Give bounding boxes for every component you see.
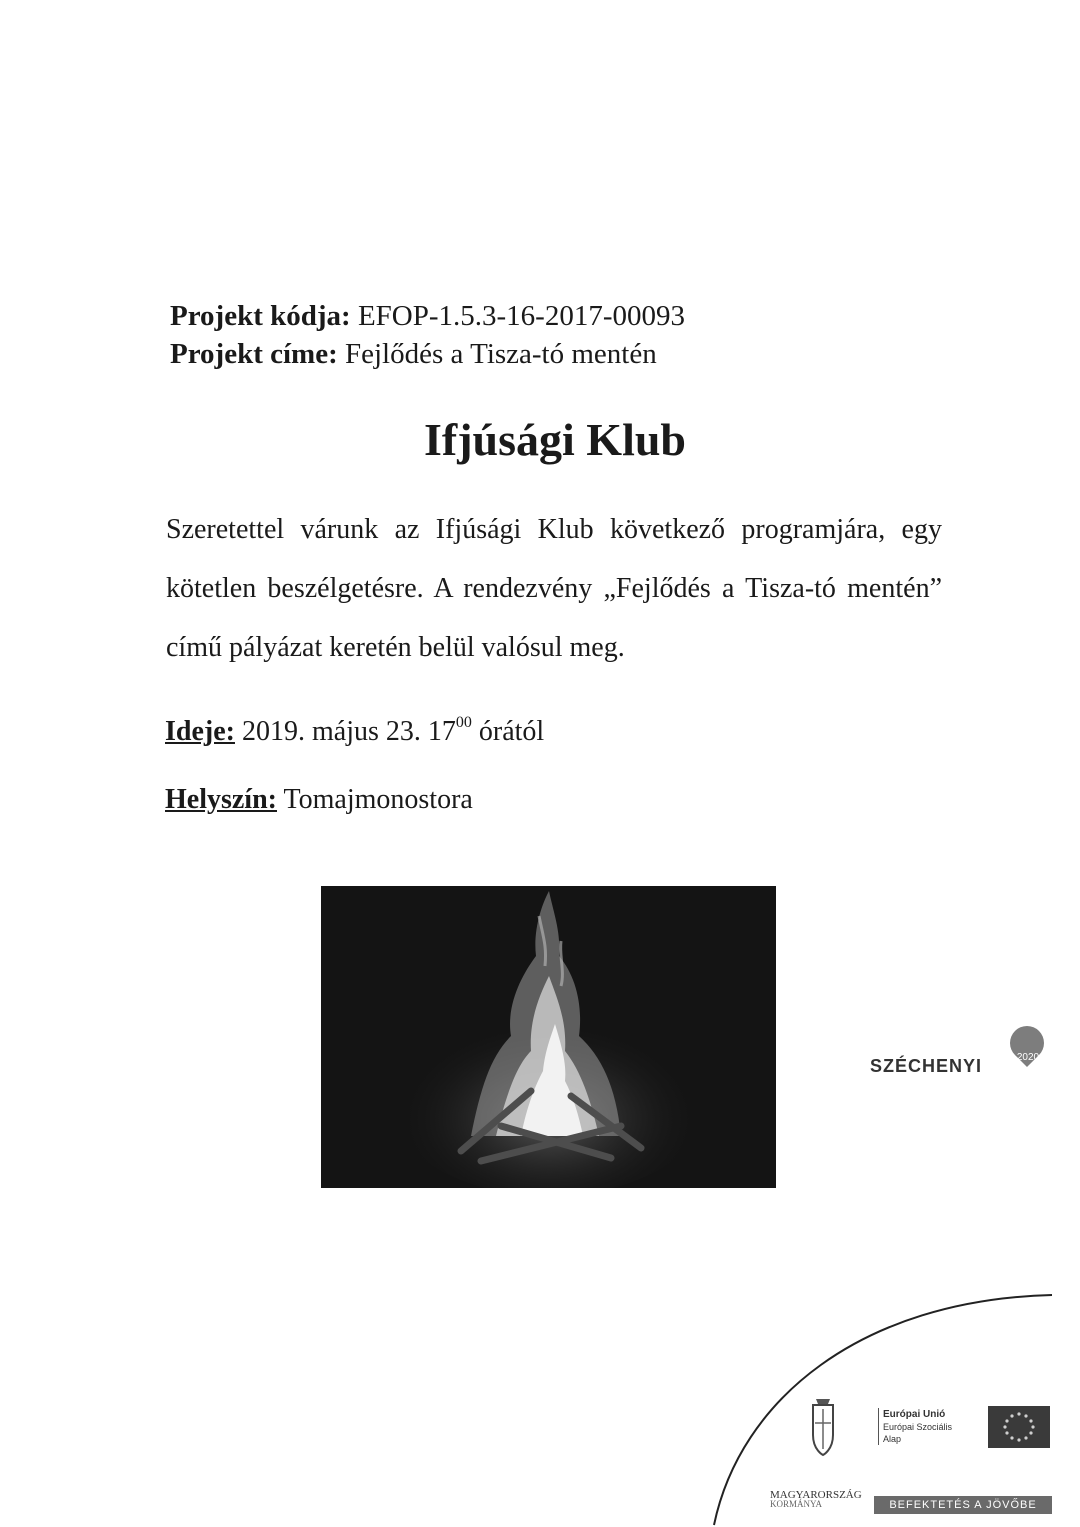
event-date-value: 2019. május 23. 17: [241, 716, 456, 747]
szechenyi-year: 2020: [1016, 1052, 1040, 1063]
project-title-label: Projekt címe:: [170, 338, 338, 370]
campfire-photo: [321, 886, 776, 1188]
eu-flag-icon: [988, 1406, 1050, 1448]
logo-curve: [700, 1280, 1080, 1527]
page-title: Ifjúsági Klub: [423, 414, 687, 465]
campfire-image: [321, 886, 776, 1188]
eu-line-2: Európai Szociális: [883, 1422, 953, 1432]
event-place-line: [165, 783, 473, 817]
event-place-label: Helyszín:: [165, 784, 277, 815]
project-title-value: Fejlődés a Tisza-tó mentén: [345, 338, 657, 370]
hungary-government-text: [770, 1489, 862, 1509]
project-title-line: [170, 337, 657, 371]
project-code-line: [170, 299, 685, 333]
project-code-value: EFOP-1.5.3-16-2017-00093: [357, 300, 685, 332]
event-date-label: Ideje:: [165, 716, 235, 747]
hungarian-coat-of-arms-icon: [808, 1395, 838, 1461]
event-date-suffix: órától: [478, 716, 545, 747]
hungary-line-2: KORMÁNYA: [770, 1499, 823, 1509]
szechenyi-logo-text: SZÉCHENYI: [870, 1056, 983, 1076]
eu-line-3: Alap: [883, 1434, 902, 1444]
hungary-line-1: MAGYARORSZÁG: [770, 1489, 862, 1501]
project-code-label: Projekt kódja:: [170, 300, 351, 332]
event-time-minutes: 00: [455, 714, 472, 731]
eu-fund-text: [878, 1408, 993, 1445]
event-date-line: [165, 715, 544, 749]
eu-line-1: Európai Unió: [883, 1409, 946, 1420]
intro-paragraph: Szeretettel várunk az Ifjúsági Klub következő programjára, egy kötetlen beszélgetésre. A rendezvény „Fejlődés a Tisza-tó mentén” című pályázat keretén belül valósul meg.: [166, 514, 942, 663]
investment-banner: BEFEKTETÉS A JÖVŐBE: [874, 1496, 1052, 1514]
event-place-value: Tomajmonostora: [283, 784, 473, 815]
